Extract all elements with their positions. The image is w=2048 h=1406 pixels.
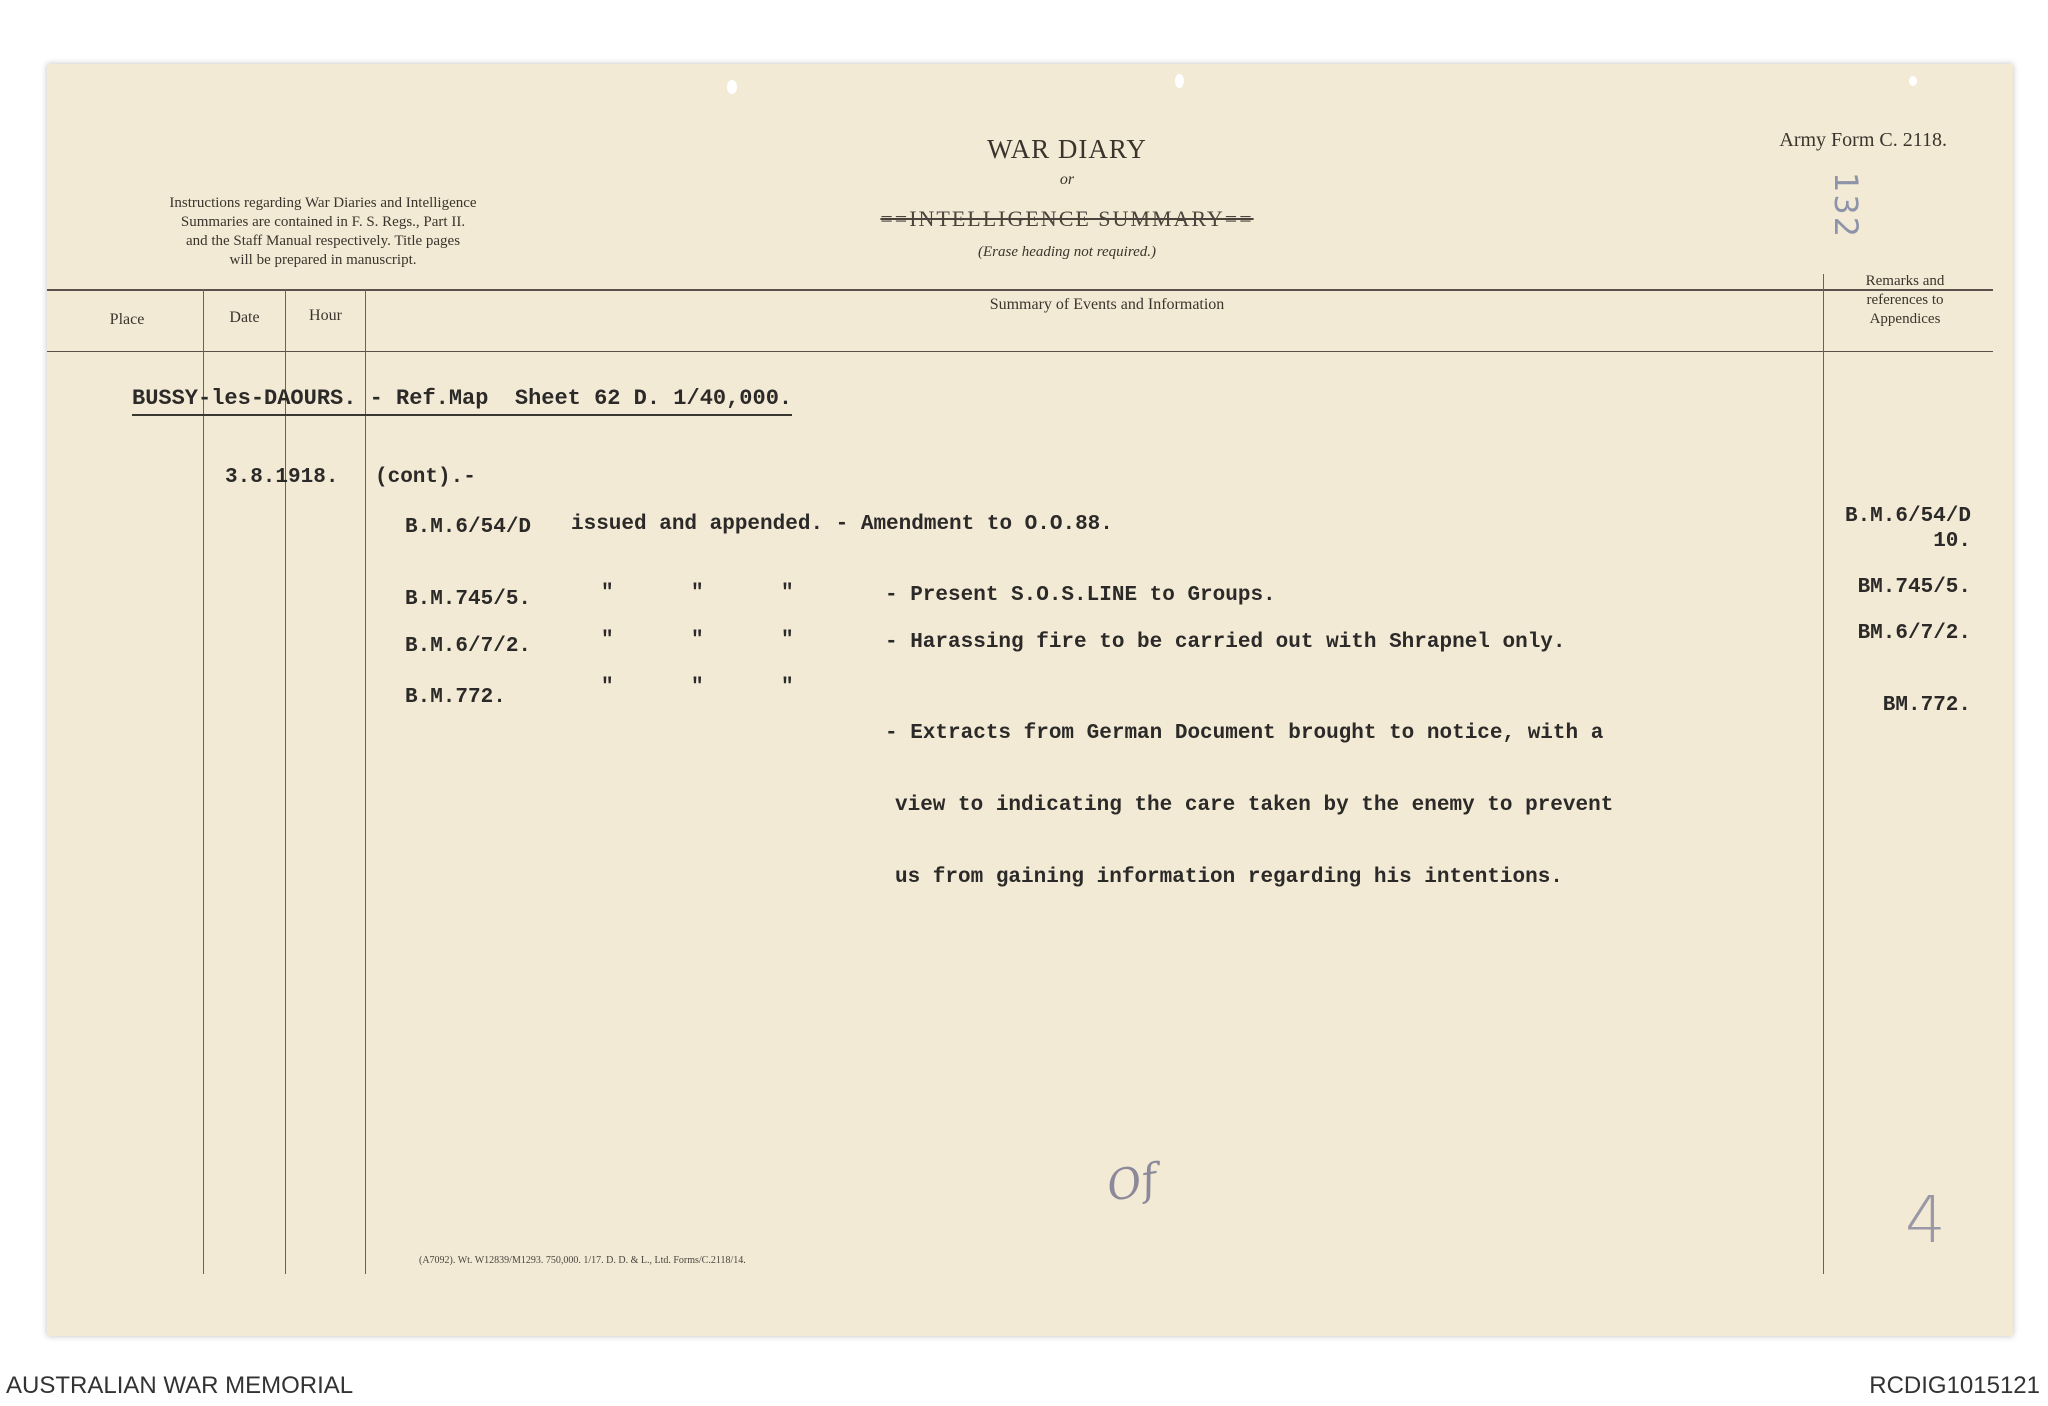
ditto-mark: ": [601, 629, 614, 652]
column-header-hour: Hour: [309, 307, 342, 324]
remark-ref: BM.772.: [1882, 694, 1971, 717]
punch-hole: [1175, 74, 1184, 88]
pencil-mark: Of: [1103, 1154, 1161, 1211]
entry-ref: B.M.6/54/D: [405, 516, 532, 539]
column-divider: [1823, 274, 1824, 1274]
table-header-rule: [47, 351, 1993, 352]
entry-text-line: us from gaining information regarding his intentions.: [895, 866, 1563, 889]
entry-text: issued and appended. - Amendment to O.O.88.: [571, 513, 1113, 536]
entry-text: - Present S.O.S.LINE to Groups.: [885, 584, 1276, 607]
column-header-date: Date: [229, 309, 260, 326]
ditto-mark: ": [781, 582, 794, 605]
entry-date: 3.8.1918.: [225, 466, 339, 489]
instructions-line: will be prepared in manuscript.: [229, 252, 417, 268]
ditto-mark: ": [691, 582, 704, 605]
entry-ref: B.M.772.: [405, 686, 506, 709]
location-line: BUSSY-les-DAOURS. - Ref.Map Sheet 62 D. 1/40,000.: [132, 386, 792, 416]
entry-text-line: - Extracts from German Document brought to notice, with a: [885, 722, 1604, 745]
remark-line: 10.: [1933, 530, 1971, 553]
column-header-summary: Summary of Events and Information: [989, 296, 1225, 313]
remarks-header-line: references to: [1866, 292, 1944, 308]
remarks-header-line: Appendices: [1869, 311, 1941, 327]
punch-hole: [1909, 76, 1917, 86]
entry-text: - Harassing fire to be carried out with Shrapnel only.: [885, 631, 1566, 654]
instructions-line: Instructions regarding War Diaries and Intelligence: [169, 195, 477, 211]
remark-ref: BM.6/7/2.: [1857, 622, 1971, 645]
entry-cont: (cont).-: [375, 466, 476, 489]
ditto-mark: ": [781, 629, 794, 652]
ditto-mark: ": [691, 676, 704, 699]
remarks-header-line: Remarks and: [1865, 273, 1945, 289]
form-number: Army Form C. 2118.: [1779, 129, 1947, 151]
ditto-mark: ": [781, 676, 794, 699]
column-divider: [203, 289, 204, 1274]
erase-note: (Erase heading not required.): [977, 244, 1157, 260]
punch-hole: [727, 80, 737, 94]
column-divider: [285, 289, 286, 1274]
remark-ref: [1831, 504, 1971, 554]
ditto-mark: ": [691, 629, 704, 652]
printer-line: (A7092). Wt. W12839/M1293. 750,000. 1/17. D. D. & L., Ltd. Forms/C.2118/14.: [419, 1255, 746, 1266]
caption-left: AUSTRALIAN WAR MEMORIAL: [6, 1372, 354, 1399]
instructions-block: [93, 194, 553, 270]
ditto-mark: ": [601, 676, 614, 699]
entry-text-block: [885, 674, 1613, 938]
ditto-mark: ": [601, 582, 614, 605]
page-title: WAR DIARY: [987, 134, 1147, 164]
title-or: or: [1059, 171, 1075, 188]
caption-right: RCDIG1015121: [1869, 1372, 2040, 1399]
entry-ref: B.M.6/7/2.: [405, 635, 532, 658]
column-header-remarks: [1825, 272, 1985, 329]
remark-line: B.M.6/54/D: [1844, 505, 1971, 528]
instructions-line: Summaries are contained in F. S. Regs., Part II.: [180, 214, 466, 230]
war-diary-page: [47, 64, 2013, 1336]
struck-alt-title: ==INTELLIGENCE SUMMARY==: [880, 206, 1254, 231]
table-top-rule: [47, 289, 1993, 291]
column-divider: [365, 289, 366, 1274]
page-number-stamp: 132: [1827, 172, 1865, 240]
column-header-place: Place: [109, 311, 145, 328]
pencil-corner-mark: 4: [1905, 1184, 1946, 1258]
entry-text-line: view to indicating the care taken by the enemy to prevent: [895, 794, 1614, 817]
remark-ref: BM.745/5.: [1857, 576, 1971, 599]
instructions-line: and the Staff Manual respectively. Title pages: [185, 233, 461, 249]
entry-ref: B.M.745/5.: [405, 588, 532, 611]
